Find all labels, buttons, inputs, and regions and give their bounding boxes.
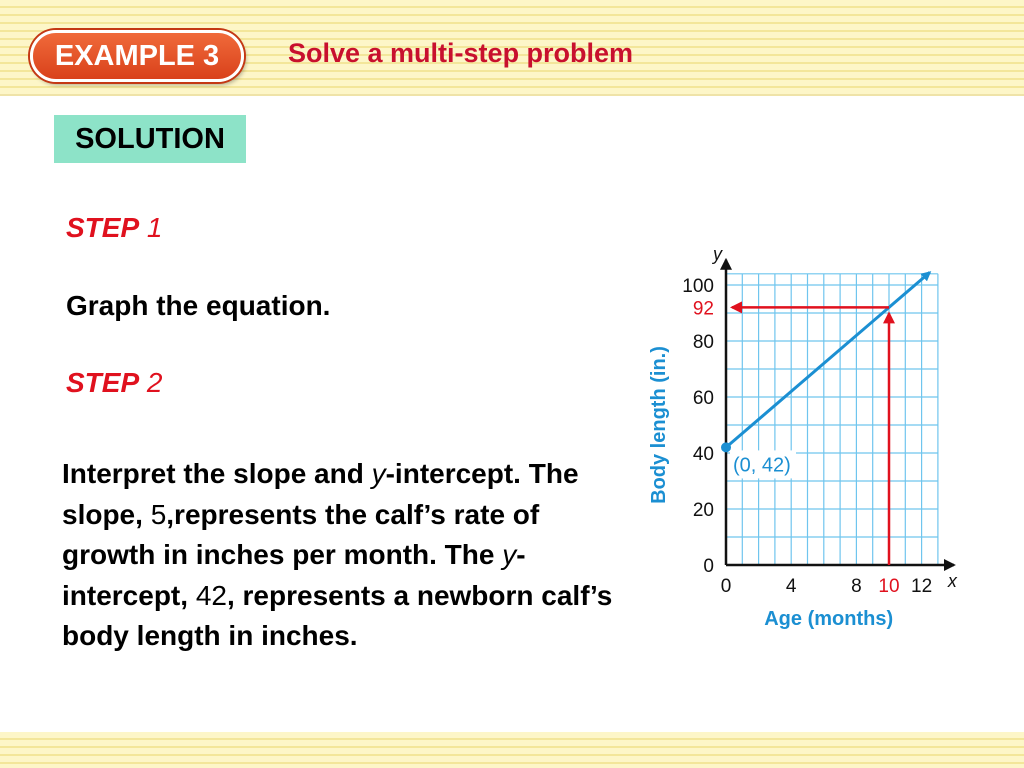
page-title: Solve a multi-step problem bbox=[288, 38, 634, 68]
y-tick-label: 60 bbox=[692, 388, 714, 409]
step-2-paragraph bbox=[62, 454, 622, 657]
step-2-number: 2 bbox=[146, 367, 163, 398]
y-tick-label: 0 bbox=[703, 556, 714, 577]
point-label: (0, 42) bbox=[733, 454, 791, 477]
intercept-value: 42 bbox=[195, 579, 227, 611]
x-axis-title: Age (months) bbox=[764, 608, 894, 630]
paragraph-part-5: , represents a newborn calf’s body length in inches. bbox=[62, 579, 613, 651]
growth-chart bbox=[640, 240, 1020, 660]
y-variable: y bbox=[502, 539, 517, 570]
paragraph-part-3: ,represents the calf’s rate of growth in inches per month. The bbox=[62, 498, 540, 570]
x-tick-label: 4 bbox=[785, 576, 797, 597]
x-axis-letter: x bbox=[947, 571, 957, 591]
x-tick-label: 8 bbox=[851, 576, 862, 597]
step-1-text: Graph the equation. bbox=[66, 290, 331, 321]
solution-label: SOLUTION bbox=[54, 115, 246, 163]
y-axis-letter: y bbox=[713, 243, 722, 264]
y-tick-label: 100 bbox=[682, 276, 714, 297]
chart-axes bbox=[648, 244, 958, 630]
paragraph-part-2: -intercept. The slope, bbox=[62, 458, 579, 530]
footer-band bbox=[0, 732, 1024, 768]
example-badge: EXAMPLE 3 bbox=[30, 30, 244, 82]
y-tick-label: 92 bbox=[692, 298, 714, 320]
x-tick-label: 10 bbox=[878, 576, 900, 597]
y-tick-label: 80 bbox=[692, 332, 714, 353]
step-2-word: STEP bbox=[66, 367, 140, 398]
intercept-point bbox=[721, 442, 731, 452]
step-2-heading bbox=[66, 367, 163, 399]
chart-marks bbox=[721, 272, 930, 565]
x-tick-label: 12 bbox=[911, 576, 933, 597]
y-axis-title: Body length (in.) bbox=[648, 346, 670, 504]
step-1-word: STEP bbox=[66, 212, 140, 243]
paragraph-part-1: Interpret the slope and bbox=[62, 458, 372, 489]
x-tick-label: 0 bbox=[720, 576, 732, 597]
slope-value: 5 bbox=[150, 498, 167, 530]
y-tick-label: 20 bbox=[692, 500, 714, 521]
paragraph-part-4: -intercept, bbox=[62, 539, 526, 611]
y-tick-label: 40 bbox=[692, 444, 714, 465]
series-line bbox=[726, 272, 930, 447]
step-1-number: 1 bbox=[146, 212, 163, 243]
step-1-heading bbox=[66, 212, 163, 244]
y-variable: y bbox=[371, 458, 386, 489]
